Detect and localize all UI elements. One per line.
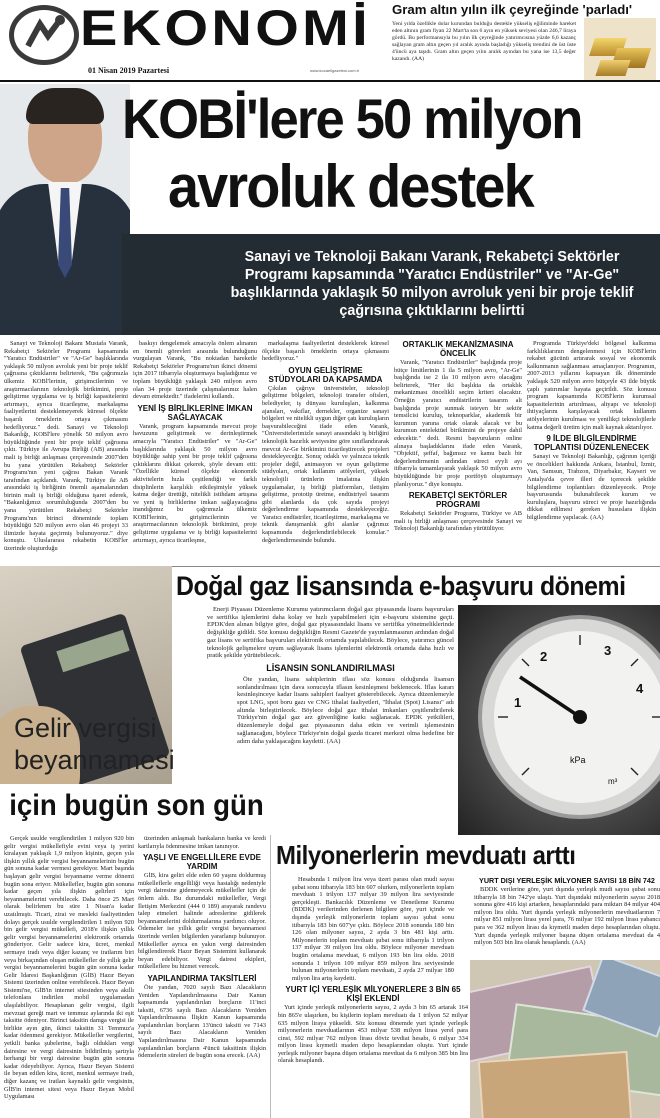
gas-meter-photo: [458, 605, 660, 835]
savings-column-1: Hesabında 1 milyon lira veya üzeri parası olan mudi sayısı şubat sonu itibarıyla 183 bin 607 olurken, milyonerlerin toplam mevduatı 1 trilyon 137 milyar 39 milyon lira seviyesinde gerçekleşti. Bankacılık Düzenleme ve Denetleme Kurumu (BDDK) verilerinden derlenen bilgilere göre, yurt içinde ve dışında yerleşik milyonerlerin toplam sayısı şubat sonu itibarıyla 183 bin 607'ye çıktı. Böylece 2018 sonunda 180 bin 126 olan milyoner sayısı, 2 ayda 3 bin 481 kişi arttı. Milyonerlerin toplam mevduatı şubat sonu itibarıyla 1 trilyon 137 milyar 39 milyon lira oldu. Böylece milyoner mevduatı bugün ortalama mevduat, 6 milyon 193 bin lira oldu. 2018 sonunda 1 trilyon 109 milyar 859 milyon lira seviyesinde bulunan milyonerlerin toplam mevduatı, 2 ayda 27 milyar 180 milyon lira artış kaydetti. YURT İÇİ YERLEŞİK MİLYONERLERE 3 BİN 65 KİŞİ EKLENDİ Yurt içinde yerleşik milyonerlerin sayısı, 2 ayda 3 bin 65 artarak 164 bin 865'e ulaşırken, bu kişilerin toplam mevduatı da 1 trilyon 52 milyar 635 milyon liraya yükseldi. Söz konusu dönemde yurt içinde yerleşik milyonerlerin mevduatlarının 453 milyar 538 milyon lirası yerel para cinsi, 592 milyar 762 milyon lirası döviz tevdiat hesabı, 6 milyar 334 milyon lirası kıymetli maden depo hesaplarından oluştu. Yurt içinde yerleşik milyoner başına düşen ortalama mevduat da 6 milyon 385 bin lira olarak hesaplandı.: [278, 876, 468, 1065]
tax-headline-line-1: Gelir vergisi: [14, 713, 157, 743]
newspaper-logo-badge: [6, 2, 82, 68]
subhead-foreign-millionaires: YURT DIŞI YERLEŞİK MİLYONER SAYISI 18 BİN 742: [479, 876, 655, 885]
gauge-number-4: 4: [636, 681, 644, 696]
gauge-number-2: 2: [540, 649, 548, 664]
website-url: www.kocaeligazetesi.com.tr: [310, 68, 360, 73]
tax-headline-line-3: için bugün son gün: [0, 784, 248, 826]
gold-bars-photo: [584, 18, 656, 80]
main-story-body: [0, 340, 660, 564]
tax-column-1: Gerçek usulde vergilendirilen 1 milyon 920 bin gelir vergisi mükellefiyle evini veya iş yerini kiralayan yaklaşık 1,9 milyon kişinin, geçen yıla ilişkin yıllık gelir vergisi beyannamelerinin bugün gün sonuna kadar vermesi gerekiyor. Mart başında başlayan gelir vergisi beyanname verme dönemi bugün sona eriyor. Mükellefler, bugün gün sonuna kadar geçen yıla ilişkin gelirleri için beyannamelerini verebilecek. Daha önce 25 Mart olarak belirlenen bu süre 1 Nisan'a kadar uzatılmıştı. Ticari, zirai ve mesleki faaliyetinden dolayı gerçek usulde vergilendirilen 1 milyon 920 bin gelir vergisi mükellefi, 2018'e ilişkin yıllık gelir vergisi beyannamelerini elektronik ortamda gönderiyor. Gelir sadece kira, ücret, menkul sermaye iradı veya diğer kazanç ve iratlarım biri veya birkaçından oluşan mükellefler de yıllık gelir vergisi beyannamelerini bugün gün sonuna kadar Gelir İdaresi Başkanlığının (GİB) Hazır Beyan Sistemi üzerinden online verebilecek. Hazır Beyan Sistemi'ne, GİB'in internet sitesinden veya akıllı telefonlara indirilen mobil uygulamadan ulaşılabiliyor. Hesaplanan gelir vergisi, ilgili mevzuat gereği mart ve temmuz aylarında iki eşit taksitte ödeniyor. Birinci taksitin damga vergisi ile birlikte ayın gün, ikinci taksitin 31 Temmuz'a kadar ödenmesi gerekiyor. Mükellefler vergilerini, yetkili banka şubelerine, bağlı oldukları vergi dairesine ve vergi dairesinin bildirilmiş şartıyla herhangi bir vergi dairesine bugün gün sonuna kadar ödeyebiliyor. Ayrıca, Hazır Beyan Sistemi ile beyan edilen kira, ücret, menkul sermaye iradı, diğer kazanç ve iratları kaynaklı gelir vergisinin, GİB'in internet sitesi veya Hazır Beyan Mobil Uygulaması: [4, 835, 134, 1101]
subhead-info-meetings: 9 İLDE BİLGİLENDİRME TOPLANTISI DÜZENLENECEK: [533, 434, 650, 453]
masthead: [0, 0, 660, 88]
subhead-domestic-millionaires: YURT İÇİ YERLEŞİK MİLYONERLERE 3 BİN 65 KİŞİ EKLENDİ: [285, 985, 461, 1004]
gauge-number-3: 3: [604, 643, 612, 658]
issue-date: 01 Nisan 2019 Pazartesi: [88, 66, 170, 75]
gauge-unit: kPa: [570, 755, 586, 765]
tax-headline-block: [0, 712, 270, 830]
subhead-new-partnerships: YENİ İŞ BİRLİKLERİNE İMKAN SAĞLAYACAK: [137, 403, 253, 422]
gold-headline: Gram altın yılın ilk çeyreğinde 'parladı': [392, 2, 633, 17]
savings-column-2: YURT DIŞI YERLEŞİK MİLYONER SAYISI 18 BİN 742 BDDK verilerine göre, yurt dışında yerleşik mudi sayısı şubat sonu itibarıyla 18 bin 742'ye ulaştı. Yurt dışındaki milyonerlerin sayısı 2018 sonuna göre 416 kişi artarken, hesaplarındaki para miktarı 84 milyar 404 milyon lira oldu. Yurt dışında yerleşik milyonerlerin mevduatlarının 7 milyar 851 milyon lirası yerel para, 76 milyar 192 milyon lirası yabancı para ve 362 milyon lirası da kıymetli maden depo hesaplarından oluştu. Yurt dışında yerleşik milyoner başına düşen ortalama mevduat da 4 milyon 503 bin lira olarak hesaplandı. (AA): [474, 876, 660, 947]
savings-headline: Milyonerlerin mevduatı arttı: [276, 840, 576, 870]
subhead-elderly-disabled: YAŞLI VE ENGELLİLERE EVDE YARDIM: [143, 853, 261, 872]
gas-column: Enerji Piyasası Düzenleme Kurumu yatırımcıların doğal gaz piyasasında lisans başvuruları ve sertifika işlemlerini daha kolay ve hızlı yapabilmeleri için e-başvuru sistemine geçti. EPDK'den alınan bilgiye göre, doğal gaz piyasasındaki lisans ve sertifika yönetmeliklerinde değişikliğe gidildi. Söz konusu değişikliğin Resmi Gazete'de yayımlanmasının ardından doğal gaz lisans ve sertifika başvuruları elektronik ortamda yapılabilecek. Böylece, yatırımcı güncel teknolojik gelişmelere uyum sağlayarak lisans işlemlerini elektronik ortamda daha hızlı ve pratik şekilde yürütebilecek. LİSANSIN SONLANDIRILMASI Öte yandan, lisans sahiplerinin iflası söz konusu olduğunda lisansın sonlandırılması için dava sonucuyla iflasın kesinleşmesi beklenecek. İflas kararı kesinleşinceye kadar lisans sahipleri faaliyet gösterebilecek. Ayrıca düzenlemeyle spot LNG, spot boru gazı ve CNG ithalat faaliyetleri, "İthalat (Spot) Lisansı" adı altında birleştirilecek. Böylece doğal gaz ithalat imkanları çeşitlendirilerek Türkiye'nin doğal gaz arz güvenliğine katkı sağlanacak. EPDK yetkilileri, düzenlemeyle doğal gaz piyasasının daha etkin ve verimli işlemesinin sağlanacağını, böylece Türkiye'nin doğal gazda ticaret merkezi olma hedefine bir adım daha yaklaşacağını kaydetti. (AA): [207, 606, 454, 745]
main-headline-line-1: KOBİ'lere 50 milyon: [122, 87, 582, 150]
gold-body: Yeni yılda özellikle dolar kurundan bulduğu destekle yükseliş eğiliminde hareket eden altının gram fiyatı 22 Mart'ta son 6 ayın en yüksek seviyesi olan 246,7 liraya gördü. Bu performansıyla bu yılın ilk çeyreğinde yatırımcısına yüzde 6,6 kazanç sağlayan gram altın geçen yıl aralık ayında başladığı yükseliş trendini de üst üste 4'üncü aya taşıdı. Gram altın geçen yılın aralık ayından bu yana ise 13,5 değer kazandı. (AA): [392, 21, 576, 62]
main-column-1: Sanayi ve Teknoloji Bakanı Mustafa Varank, Rekabetçi Sektörler Programı kapsamında "Yaratıcı Endüstriler" ve "Ar-Ge" başlıklarında yaklaşık 50 milyon avroluk yeni bir proje teklif çağrısına çıktıklarını belirterek, "Bu çağrımızla ülkemiz KOBİ'lerinin, girişimcilerinin ve araştırmacılarının teknolojik birikimini, proje geliştirme uygulama ve iş birliği kapasitelerini artırmayı, ayrıca ticarileşme, markalaşma faaliyetlerini desteklemeyerek küresel ölçekte başarılı örneklerin ortaya çıkmasını hedefliyoruz." dedi. Sanayi ve Teknoloji Bakanlığı, KOBİ'lere yönelik 50 milyon avro büyüklüğünde yeni bir proje teklif çağrısına çıktı. Türkiye ile Avrupa Birliği (AB) arasında mali iş birliği anlaşması çerçevesinde 2007'den bu yana yürütülen Rekabetçi Sektörler Programı'nın yeni çağrısı Bakan Varank tarafından açıklandı. Varank, Türkiye ile AB arasındaki iş birliğinin önemli aşamalarından birinin mali iş birliği olduğuna işaret ederek, "Bakanlığımız sorumluluğunda 2007'den bu yana yürütülen Rekabetçi Sektörler Programı'nın birinci döneminde toplam büyüklüğü 520 milyon avro olan 46 projeyi 33 ilimizde hayata geçirmiş bulunuyoruz." diye konuştu. Uluslararası rekabetin KOBİ'ler üzerinde oluşturduğu: [4, 340, 128, 553]
tax-headline-line-2: beyannamesi: [14, 745, 175, 775]
masthead-rule: [0, 80, 660, 82]
section-logo: EKONOMİ: [80, 0, 372, 56]
minister-photo: [0, 84, 130, 335]
main-deck: Sanayi ve Teknoloji Bakanı Varank, Rekabetçi Sektörler Programı kapsamında "Yaratıcı Endüstriler" ve "Ar-Ge" başlıklarında yaklaşık 50 milyon avroluk yeni bir proje teklif çağrısına çıktıklarını belirtti: [122, 234, 660, 335]
main-column-3: markalaşma faaliyetlerini desteklerek küresel ölçekte başarılı örneklerin ortaya çıkmasını hedefliyoruz." OYUN GELİŞTİRME STÜDYOLARI DA KAPSAMDA Çıkılan çağrıya üniversiteler, teknoloji geliştirme bölgeleri, teknoloji transfer ofisleri, belediyeler, iş dünyası kuruluşları, kalkınma ajansları, vakıflar, dernekler, organize sanayi bölgeleri ve nitelikli uygun diğer çatı kuruluşların başvurabileceğini ifade eden Varank, "Üniversitelerimizle sanayi arasındaki iş birliğini teknolojik hazırlık seviyesine göre sınıflandırarak mevcut Ar-Ge birikimini ticarileştirecek projeleri destekleyeceğiz. Sonuç odaklı ve yalnızca teknik projeler değil, animasyon ve oyun geliştirme stüdyoları, ortak kullanım atölyeleri, yüksek teknolojili ürünlerin imalatına ilişkin uygulamalar, iş birliği platformları, iletişim geliştirme, prototip üretme, endüstriyel tasarım gibi alanlarda da çok sayıda projeyi değerlendirme kapsamında destekleyeceğiz. Yaratıcı endüstriler, ticarileştirme, markalaşma ve teknik danışmanlık gibi alanlar çağrımız kapsamında değerlendirilebilecek konular." değerlendirmesinde bulundu.: [262, 340, 389, 544]
pressure-gauge-icon: [458, 605, 660, 835]
gauge-number-1: 1: [514, 695, 522, 710]
subhead-partnership-priority: ORTAKLIK MEKANİZMASINA ÖNCELİK: [402, 340, 514, 358]
main-column-2: baskıyı dengelemek amacıyla önlem alınanın en önemli görevleri arasında bulunduğunu vurgulayan Varank, "Bu noktadan hareketle Rekabetçi Sektörler Programı'nın ikinci dönemi için 2017 itibarıyla oluşturmaya başladığımız ve toplam büyüklüğü yaklaşık 240 milyon avro olan 34 proje üzerinde çalışmalarımız halen devam etmektedir." ifadelerini kullandı. YENİ İŞ BİRLİKLERİNE İMKAN SAĞLAYACAK Varank, program kapsamında mevcut proje havuzunu geliştirmek ve derinleştirmek amacıyla "Yaratıcı Endüstriler" ve "Ar-Ge" başlıklarında yaklaşık 50 milyon avro büyüklüğe sahip yeni bir proje teklif çağrısına çıktıklarını dikkat çekerek, şöyle devam etti: "Özellikle küresel ölçekte ekonomik aktivitelerin hızla çeşitlendiği ve farklı disiplinlerin karşılıklı etkileşimiyle yüksek katma değer ürettiği, nitelikli istihdam artışına ve yeni iş birliklerine imkan sağlayacağına inandığımız bu çağrımızla ülkemiz KOBİ'lerinin, girişimcilerinin ve araştırmacılarının teknolojik birikimini, proje geliştirme uygulama ve iş birliği kapasitelerini artırmayı, ayrıca ticarileşme,: [133, 340, 257, 544]
tax-column-2: üzerinden anlaşmalı bankaların banka ve kredi kartlarıyla ödenmesine imkan tanınıyor. YAŞLI VE ENGELLİLERE EVDE YARDIM GİB, kira geliri elde eden 60 yaşını doldurmuş mükelleflerle engelliliği veya hastalığı nedeniyle vergi dairesine gidemeyecek mükellefler için de önlem aldı. Bu durumdaki mükellefler, Vergi İletişim Merkezini (444 0 189) arayarak randevu talep etmeleri halinde adreslerine gidilerek beyannamelerini doldurmalarına yardımcı oluyor. Ödemeler ise yıllık gelir vergisi beyannamesi üzerinde verilen bilgilerden yararlanıp bulunuyor. Mükellefler ayrıca en yakın vergi dairesinden bilgilendirerek Hazır Beyan Sistemini kullanarak beyan edebiliyor. Vergi dairesi ekipleri, mükelleflere bu hizmet verecek. YAPILANDIRMA TAKSİTLERİ Öte yandan, 7020 sayılı Bazı Alacakların Yeniden Yapılandırılmasına Dair Kanun kapsamında yapılandırılan borçların 11'inci taksiti, 6736 sayılı Bazı Alacakların Yeniden Yapılandırılmasına İlişkin Kanun kapsamında yapılandırılan borçların 13'üncü taksiti ve 7143 sayılı Bazı Alacakların Yeniden Yapılandırılmasına Dair Kanun kapsamında yapılandırılan borçların 4'üncü taksitinin ilişkin ödemelerin süreleri de bugün sona erecek. (AA): [138, 835, 266, 1060]
subhead-game-studios: OYUN GELİŞTİRME STÜDYOLARI DA KAPSAMDA: [268, 365, 383, 384]
gauge-label: m³: [608, 777, 618, 786]
column-divider: [270, 835, 271, 1118]
gas-headline: Doğal gaz lisansında e-başvuru dönemi: [176, 571, 626, 601]
banknotes-photo: [470, 960, 660, 1118]
main-headline-line-2: avroluk destek: [168, 153, 533, 220]
subhead-license-termination: LİSANSIN SONLANDIRILMASI: [266, 662, 395, 673]
subhead-competitive-sectors: REKABETÇİ SEKTÖRLER PROGRAMI: [408, 491, 508, 510]
main-column-4: ORTAKLIK MEKANİZMASINA ÖNCELİK Varank, "Yaratıcı Endüstriler" başlığında proje bütçe limitlerinin 1 ila 5 milyon avro, "Ar-Ge" başlığında ise 2 ila 10 milyon avro olacağını belirterek, "Her iki başlıkta da ortaklık mekanizması öncelikli seçim kriteri olacaktır. Örneğin yaratıcı endüstrilerin tasarım alt başlığında proje sunmak isteyen bir sektör temsilcisi kuruluş, teknoparklar, akademik bir kurumun yanına ortak olarak alacak ve bu kurumun entelektüel birikimini de projeye dahil edecektir." dedi. Resmi başvuruların online alınaya başladıklarını ifade eden Varank, "Objektif, şeffaf, bağımsız ve kamu bazlı bir değerlendirmenin ardından süreci eyyli ayı itibarıyla tamamlayarak yaklaşık 50 milyon avro büyüklüğünde bir proje portföyü oluşturmayı planlıyoruz." diye konuştu. REKABETÇİ SEKTÖRLER PROGRAMI Rekabetçi Sektörler Programı, Türkiye ve AB mali iş birliği anlaşması çerçevesinde Sanayi ve Teknoloji Bakanlığı tarafından yürütülüyor.: [394, 340, 522, 533]
subhead-restructuring: YAPILANDIRMA TAKSİTLERİ: [147, 973, 257, 983]
main-column-5: Programda Türkiye'deki bölgesel kalkınma farklılıklarının dengelenmesi için KOBİ'lerin rekabet gücünü artırarak sosyal ve ekonomik kalkınmanın sağlanması amaçlanıyor. Programın, 2007-2013 yıllarını kapsayan ilk döneminde yaklaşık 520 milyon avro bütçeyle 43 ilde büyük çaplı yatırımlar hayata geçirildi. Söz konusu program kapsamında KOBİ'lerin kurumsal kapasitelerinin artırılması, altyapı ve teknoloji ihtiyaçlarını karşılayacak ortak kullanım atölyelerinin kurulması ve yenilikçi teknolojilerle katma değerli üretim için mali kaynak aktarılıyor. 9 İLDE BİLGİLENDİRME TOPLANTISI DÜZENLENECEK Sanayi ve Teknoloji Bakanlığı, çağrının içeriği ve öncelikleri hakkında Ankara, İstanbul, İzmir, Van, Samsun, Trabzon, Diyarbakır, Kayseri ve Antalya'da çevre illeri de içerecek şekilde bilgilendirme toplantıları düzenleyecek. Proje başvurusunda bulunabilecek kurum ve kuruluşlara, başvuru süreci ve proje hazırlığında dikkat edilmesi gereken hususlara ilişkin bilgilendirme yapılacak. (AA): [527, 340, 656, 521]
